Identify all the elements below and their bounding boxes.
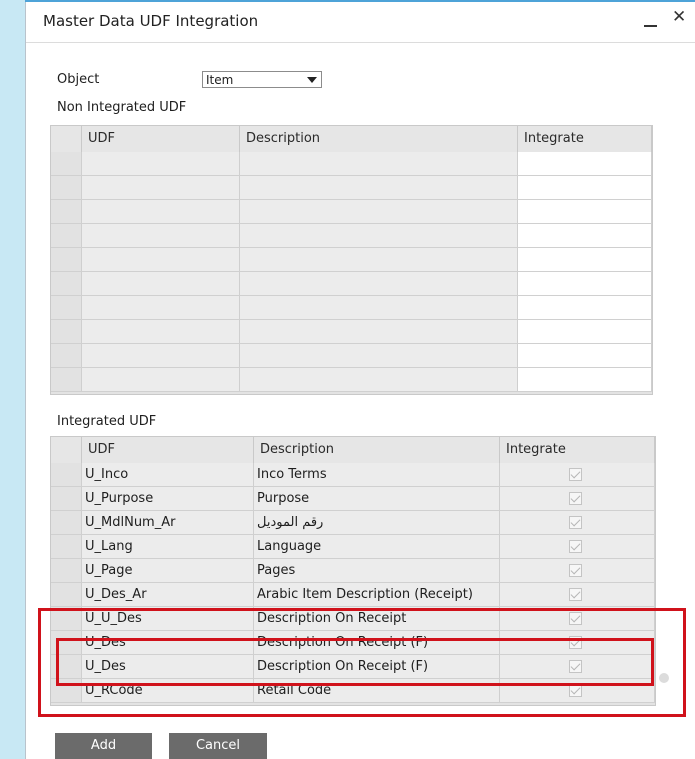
description-cell[interactable] <box>254 463 500 487</box>
object-label: Object <box>57 72 100 87</box>
description-cell[interactable] <box>240 296 518 320</box>
column-header-description[interactable]: Description <box>254 437 500 463</box>
description-cell[interactable] <box>254 559 500 583</box>
row-header <box>51 200 82 224</box>
integrate-checkbox[interactable] <box>569 516 582 529</box>
cancel-button[interactable]: Cancel <box>169 733 267 759</box>
udf-cell[interactable] <box>82 368 240 392</box>
minimize-button[interactable] <box>642 10 660 30</box>
udf-cell[interactable] <box>82 224 240 248</box>
row-header <box>51 248 82 272</box>
description-cell[interactable] <box>240 248 518 272</box>
table-row[interactable] <box>51 368 652 392</box>
row-header <box>51 320 82 344</box>
udf-cell[interactable] <box>82 583 254 607</box>
description-cell[interactable] <box>240 320 518 344</box>
integrate-cell <box>500 559 655 583</box>
row-header <box>51 559 82 583</box>
udf-value: U_Inco <box>85 467 129 482</box>
description-value: Retail Code <box>257 683 332 698</box>
row-header <box>51 463 82 487</box>
description-cell[interactable] <box>240 344 518 368</box>
add-button[interactable]: Add <box>55 733 152 759</box>
non-integrated-udf-label: Non Integrated UDF <box>57 100 187 115</box>
column-header-udf[interactable]: UDF <box>82 437 254 463</box>
description-cell[interactable] <box>240 176 518 200</box>
udf-cell[interactable] <box>82 272 240 296</box>
row-header <box>51 511 82 535</box>
table-row[interactable] <box>51 535 655 559</box>
description-cell[interactable] <box>240 200 518 224</box>
row-header <box>51 152 82 176</box>
udf-value: U_RCode <box>85 683 143 698</box>
integrate-checkbox[interactable] <box>569 492 582 505</box>
udf-cell[interactable] <box>82 296 240 320</box>
integrate-cell[interactable] <box>518 368 652 392</box>
description-cell[interactable] <box>240 272 518 296</box>
integrate-cell <box>500 463 655 487</box>
udf-value: U_Page <box>85 563 133 578</box>
integrate-cell[interactable] <box>518 344 652 368</box>
udf-cell[interactable] <box>82 535 254 559</box>
close-button[interactable]: ✕ <box>672 7 687 27</box>
udf-cell[interactable] <box>82 511 254 535</box>
description-value: Purpose <box>257 491 310 506</box>
integrate-cell[interactable] <box>518 272 652 296</box>
highlight-box-inner <box>56 638 654 686</box>
table-row[interactable] <box>51 487 655 511</box>
integrate-checkbox[interactable] <box>569 540 582 553</box>
description-cell[interactable] <box>240 152 518 176</box>
description-value: Language <box>257 539 322 554</box>
background-strip <box>0 0 25 759</box>
chevron-down-icon <box>307 77 317 83</box>
description-cell[interactable] <box>254 487 500 511</box>
row-header <box>51 272 82 296</box>
integrate-cell[interactable] <box>518 248 652 272</box>
column-header-description[interactable]: Description <box>240 126 518 152</box>
table-row[interactable] <box>51 511 655 535</box>
table-row[interactable] <box>51 152 652 176</box>
integrate-cell[interactable] <box>518 296 652 320</box>
udf-value: U_Des <box>85 659 126 674</box>
udf-cell[interactable] <box>82 559 254 583</box>
integrate-cell[interactable] <box>518 320 652 344</box>
udf-cell[interactable] <box>82 320 240 344</box>
description-cell[interactable] <box>240 224 518 248</box>
integrate-checkbox[interactable] <box>569 564 582 577</box>
udf-value: U_Lang <box>85 539 133 554</box>
table-row[interactable] <box>51 320 652 344</box>
table-row[interactable] <box>51 344 652 368</box>
row-header-corner <box>51 437 82 463</box>
row-header-corner <box>51 126 82 152</box>
title-bar <box>26 2 695 43</box>
row-header <box>51 487 82 511</box>
table-row[interactable] <box>51 463 655 487</box>
description-cell[interactable] <box>254 583 500 607</box>
integrate-checkbox[interactable] <box>569 468 582 481</box>
column-header-integrate[interactable]: Integrate <box>518 126 652 152</box>
udf-value: U_Des_Ar <box>85 587 147 602</box>
object-selected-value: Item <box>206 73 234 87</box>
integrate-cell[interactable] <box>518 224 652 248</box>
row-header <box>51 224 82 248</box>
description-cell[interactable] <box>254 511 500 535</box>
table-row[interactable] <box>51 272 652 296</box>
udf-cell[interactable] <box>82 463 254 487</box>
row-header <box>51 344 82 368</box>
table-row[interactable] <box>51 296 652 320</box>
table-row[interactable] <box>51 224 652 248</box>
udf-value: U_Des <box>85 635 126 650</box>
description-value: رقم الموديل <box>257 515 324 530</box>
integrate-cell <box>500 583 655 607</box>
integrate-checkbox[interactable] <box>569 588 582 601</box>
udf-value: U_Purpose <box>85 491 154 506</box>
scroll-indicator <box>659 673 669 683</box>
udf-cell[interactable] <box>82 176 240 200</box>
row-header <box>51 583 82 607</box>
description-value: Description On Receipt (F) <box>257 659 429 674</box>
description-value: Description On Receipt <box>257 611 407 626</box>
non-integrated-udf-grid <box>50 125 653 395</box>
object-dropdown[interactable] <box>202 71 322 88</box>
integrate-cell[interactable] <box>518 176 652 200</box>
udf-cell[interactable] <box>82 487 254 511</box>
row-header <box>51 176 82 200</box>
udf-cell[interactable] <box>82 248 240 272</box>
udf-cell[interactable] <box>82 344 240 368</box>
table-row[interactable] <box>51 200 652 224</box>
integrate-cell[interactable] <box>518 200 652 224</box>
description-value: Pages <box>257 563 296 578</box>
integrate-cell[interactable] <box>518 152 652 176</box>
description-cell[interactable] <box>240 368 518 392</box>
row-header <box>51 296 82 320</box>
description-cell[interactable] <box>254 535 500 559</box>
description-value: Arabic Item Description (Receipt) <box>257 587 473 602</box>
integrated-udf-label: Integrated UDF <box>57 414 157 429</box>
table-row[interactable] <box>51 248 652 272</box>
table-row[interactable] <box>51 583 655 607</box>
integrate-cell <box>500 535 655 559</box>
description-value: Inco Terms <box>257 467 327 482</box>
udf-cell[interactable] <box>82 152 240 176</box>
udf-value: U_U_Des <box>85 611 142 626</box>
udf-cell[interactable] <box>82 200 240 224</box>
integrate-cell <box>500 487 655 511</box>
integrate-cell <box>500 511 655 535</box>
description-value: Description On Receipt (F) <box>257 635 429 650</box>
table-row[interactable] <box>51 559 655 583</box>
table-row[interactable] <box>51 176 652 200</box>
row-header <box>51 368 82 392</box>
column-header-integrate[interactable]: Integrate <box>500 437 655 463</box>
row-header <box>51 535 82 559</box>
udf-value: U_MdlNum_Ar <box>85 515 176 530</box>
column-header-udf[interactable]: UDF <box>82 126 240 152</box>
window-title: Master Data UDF Integration <box>43 12 259 30</box>
